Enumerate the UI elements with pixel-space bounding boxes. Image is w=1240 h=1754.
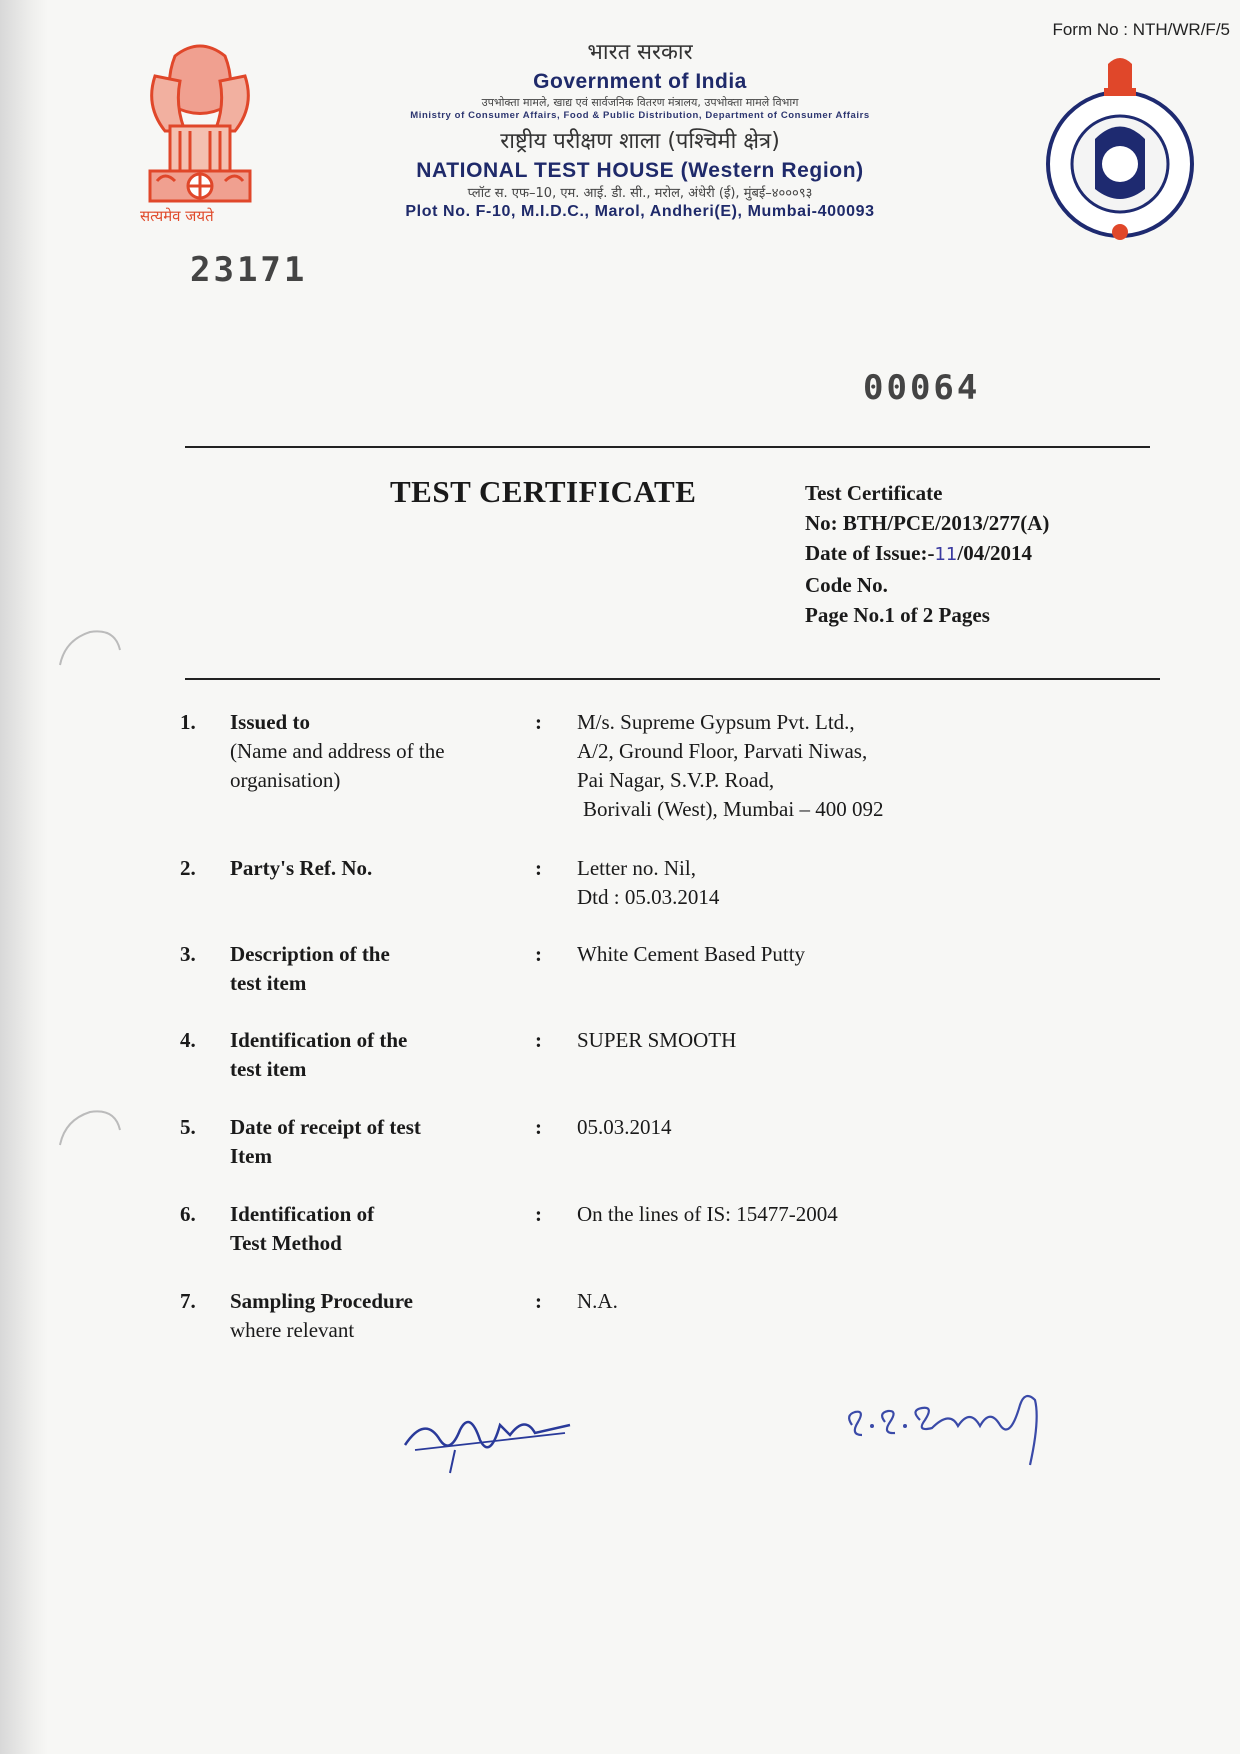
item-value: [577, 1200, 1137, 1229]
item-label-bold: Item: [230, 1144, 272, 1168]
separator: :: [535, 856, 542, 880]
item-value-line: Pai Nagar, S.V.P. Road,: [577, 768, 775, 792]
second-divider: [185, 678, 1160, 680]
item-label: [230, 1287, 520, 1345]
item-label: [230, 708, 520, 795]
item-label-note: where relevant: [230, 1318, 355, 1342]
item-value-line: Dtd : 05.03.2014: [577, 885, 720, 909]
govt-title: Government of India: [533, 70, 747, 93]
item-label-bold: test item: [230, 1057, 307, 1081]
item-label: [230, 1026, 520, 1084]
address-hindi: प्लॉट स. एफ–10, एम. आई. डी. सी., मरोल, अंधेरी (ई), मुंबई–४०००९३: [467, 186, 813, 201]
item-label-bold: Identification of: [230, 1202, 375, 1226]
cert-label: Test Certificate: [805, 481, 943, 505]
certificate-info: [805, 478, 1049, 630]
item-value: [577, 1113, 1137, 1142]
item-label: [230, 1113, 520, 1171]
item-number: 1.: [180, 710, 196, 734]
emblem-motto: सत्यमेव जयते: [140, 207, 214, 225]
separator: :: [535, 942, 542, 966]
separator: :: [535, 1115, 542, 1139]
nth-title-hindi: राष्ट्रीय परीक्षण शाला (पश्चिमी क्षेत्र): [500, 129, 780, 154]
item-value-line: Letter no. Nil,: [577, 856, 696, 880]
cert-number: No: BTH/PCE/2013/277(A): [805, 511, 1050, 535]
govt-title-hindi: भारत सरकार: [587, 40, 693, 65]
national-emblem-icon: [135, 36, 265, 231]
item-label-bold: Identification of the: [230, 1028, 408, 1052]
item-label-bold: Issued to: [230, 710, 310, 734]
item-value: [577, 1026, 1137, 1055]
item-label: [230, 940, 520, 998]
form-number: Form No : NTH/WR/F/5: [1052, 20, 1230, 39]
top-divider: [185, 446, 1150, 448]
signature-left-icon: [395, 1395, 575, 1475]
item-value: [577, 940, 1137, 969]
item-label: [230, 854, 520, 883]
punch-hole-icon: [55, 1100, 125, 1150]
item-label-bold: Description of the: [230, 942, 390, 966]
item-value-line: Borivali (West), Mumbai – 400 092: [583, 797, 884, 821]
page-number: Page No.1 of 2 Pages: [805, 603, 990, 627]
item-number: 2.: [180, 856, 196, 880]
item-number: 4.: [180, 1028, 196, 1052]
separator: :: [535, 1028, 542, 1052]
item-number: 6.: [180, 1202, 196, 1226]
item-label-note: (Name and address of the: [230, 739, 445, 763]
item-label-bold: Sampling Procedure: [230, 1289, 413, 1313]
item-value-line: 05.03.2014: [577, 1115, 672, 1139]
separator: :: [535, 710, 542, 734]
date-of-issue-day: 11: [934, 544, 958, 565]
item-value: [577, 708, 1137, 824]
item-value-line: N.A.: [577, 1289, 618, 1313]
item-value-line: White Cement Based Putty: [577, 942, 806, 966]
item-value-line: M/s. Supreme Gypsum Pvt. Ltd.,: [577, 710, 855, 734]
date-of-issue-rest: /04/2014: [957, 541, 1033, 565]
item-label: [230, 1200, 520, 1258]
date-of-issue: [805, 538, 1049, 570]
item-number: 5.: [180, 1115, 196, 1139]
nth-title: NATIONAL TEST HOUSE (Western Region): [416, 159, 864, 182]
separator: :: [535, 1289, 542, 1313]
item-value: [577, 1287, 1137, 1316]
ministry-hindi: उपभोक्ता मामले, खाद्य एवं सार्वजनिक वितरण मंत्रालय, उपभोक्ता मामले विभाग: [481, 96, 799, 109]
page-stamp-number: 00064: [863, 368, 981, 408]
item-label-bold: Test Method: [230, 1231, 342, 1255]
national-test-house-logo-icon: [1040, 44, 1200, 244]
scan-edge-shadow: [0, 0, 48, 1754]
item-number: 7.: [180, 1289, 196, 1313]
document-title: TEST CERTIFICATE: [390, 474, 697, 509]
item-label-bold: Party's Ref. No.: [230, 856, 373, 880]
item-number: 3.: [180, 942, 196, 966]
separator: :: [535, 1202, 542, 1226]
item-label-bold: Date of receipt of test: [230, 1115, 421, 1139]
code-number: Code No.: [805, 573, 888, 597]
letterhead: [300, 36, 980, 221]
item-label-note: organisation): [230, 768, 341, 792]
item-value-line: On the lines of IS: 15477-2004: [577, 1202, 838, 1226]
signature-right-icon: [840, 1380, 1070, 1475]
item-value: [577, 854, 1137, 912]
item-label-bold: test item: [230, 971, 307, 995]
punch-hole-icon: [55, 620, 125, 670]
date-of-issue-label: Date of Issue:-: [805, 541, 935, 565]
item-value-line: SUPER SMOOTH: [577, 1028, 737, 1052]
item-value-line: A/2, Ground Floor, Parvati Niwas,: [577, 739, 868, 763]
serial-stamp-number: 23171: [190, 250, 308, 290]
address-english: Plot No. F-10, M.I.D.C., Marol, Andheri(E), Mumbai-400093: [405, 203, 875, 220]
ministry-english: Ministry of Consumer Affairs, Food & Public Distribution, Department of Consumer Affairs: [410, 110, 870, 121]
